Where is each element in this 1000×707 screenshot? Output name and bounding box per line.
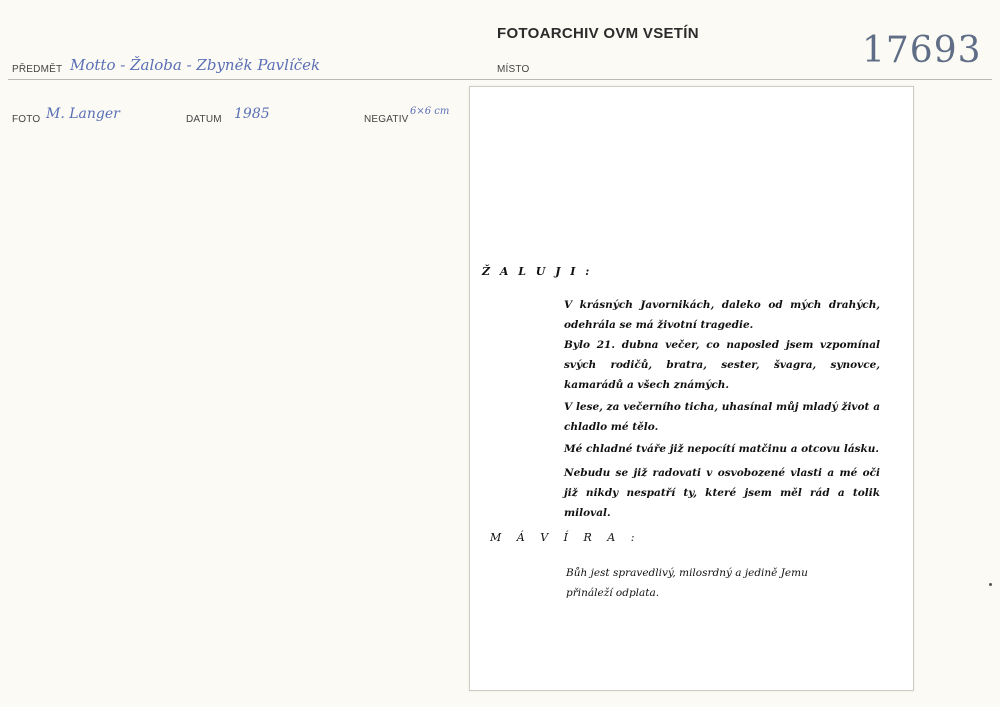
page-mark xyxy=(989,583,992,586)
heading-ma-vira: M Á V Í R A : xyxy=(490,531,641,544)
negativ-label: NEGATIV xyxy=(364,114,409,125)
negativ-value: 6×6 cm xyxy=(410,106,450,117)
paragraph-4: Mé chladné tváře již nepocítí matčinu a otcovu lásku. xyxy=(564,443,880,455)
predmet-value: Motto - Žaloba - Zbyněk Pavlíček xyxy=(70,56,321,74)
paragraph-2: Bylo 21. dubna večer, co naposled jsem vzpomínal svých rodičů, bratra, sester, švagra, synovce, kamarádů a všech známých. xyxy=(564,339,880,391)
catalog-number: 17693 xyxy=(862,30,982,71)
paragraph-3: V lese, za večerního ticha, uhasínal můj mladý život a chladlo mé tělo. xyxy=(564,401,880,433)
archive-title: FOTOARCHIV OVM VSETÍN xyxy=(497,25,699,42)
misto-label: MÍSTO xyxy=(497,64,530,75)
paragraph-1: V krásných Javornikách, daleko od mých drahých, odehrála se má životní tragedie. xyxy=(564,299,880,331)
mounted-document xyxy=(469,86,914,691)
datum-label: DATUM xyxy=(186,114,222,125)
foto-value: M. Langer xyxy=(46,106,120,122)
heading-zaluji: Ž A L U J I : xyxy=(482,265,593,278)
faith-paragraph: Bůh jest spravedlivý, milosrdný a jedině Jemu přináleží odplata. xyxy=(566,567,808,599)
foto-label: FOTO xyxy=(12,114,41,125)
header-divider xyxy=(8,79,992,80)
paragraph-5: Nebudu se již radovati v osvobozené vlasti a mé oči již nikdy nespatří ty, které jsem měl rád a tolik miloval. xyxy=(564,467,880,519)
predmet-label: PŘEDMĚT xyxy=(12,64,63,75)
datum-value: 1985 xyxy=(234,106,270,122)
